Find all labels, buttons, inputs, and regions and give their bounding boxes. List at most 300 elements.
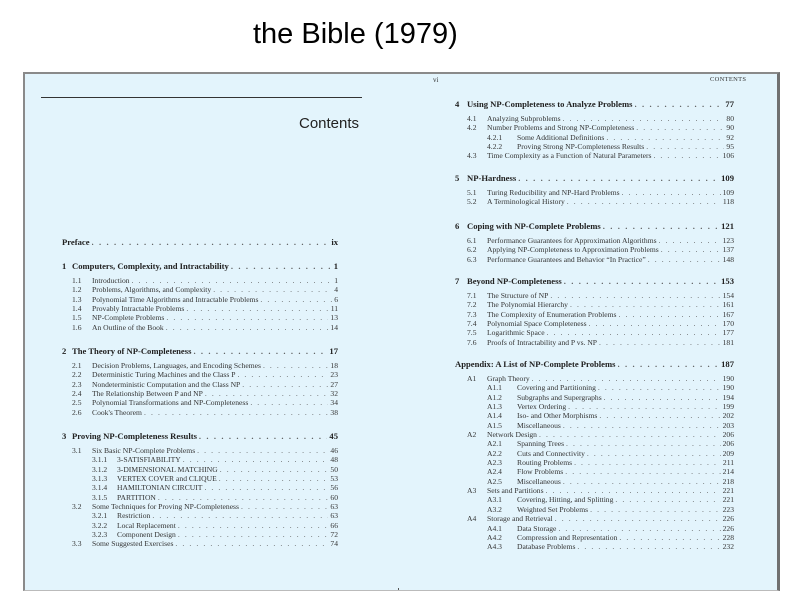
section-page: 154: [722, 291, 734, 300]
toc-chapter-block: [455, 221, 734, 264]
dot-leader: [219, 474, 329, 483]
toc-entry: [455, 245, 734, 254]
section-page: 109: [722, 188, 734, 197]
dot-leader: [242, 380, 328, 389]
section-page: 18: [330, 361, 338, 370]
section-title: Polynomial Time Algorithms and Intractable Problems: [92, 294, 259, 304]
toc-entry: [455, 393, 734, 402]
dot-leader: [250, 398, 328, 407]
section-title: Proving Strong NP-Completeness Results: [517, 142, 645, 152]
dot-leader: [606, 133, 724, 142]
toc-entry: [62, 285, 338, 294]
section-page: 72: [330, 530, 338, 540]
section-title: Covering, Hitting, and Splitting: [517, 495, 614, 505]
section-page: 190: [722, 374, 734, 383]
dot-leader: [550, 291, 720, 300]
toc-entry: [455, 338, 734, 347]
chapter-page: 109: [721, 173, 734, 183]
section-number: A2: [467, 430, 477, 440]
section-title: Problems, Algorithms, and Complexity: [92, 285, 212, 295]
dot-leader: [566, 439, 721, 448]
toc-entry: [455, 421, 734, 430]
section-title: Component Design: [117, 530, 176, 540]
section-number: 6.2: [467, 245, 477, 255]
section-title: Vertex Ordering: [517, 402, 567, 412]
section-number: A1.1: [487, 383, 502, 393]
dot-leader: [589, 319, 721, 328]
section-page: 95: [726, 142, 734, 152]
section-page: 221: [722, 495, 734, 505]
toc-entry: [62, 493, 338, 502]
section-page: 56: [330, 483, 338, 493]
section-number: 5.2: [467, 197, 477, 207]
section-title: HAMILTONIAN CIRCUIT: [117, 483, 203, 493]
section-number: 1.5: [72, 313, 82, 323]
section-number: 2.6: [72, 407, 82, 417]
section-title: The Relationship Between P and NP: [92, 389, 203, 399]
section-page: 209: [722, 448, 734, 458]
section-title: Performance Guarantees for Approximation Algorithms: [487, 236, 657, 245]
dot-leader: [204, 483, 328, 492]
dot-leader: [547, 328, 721, 337]
toc-entry: [455, 123, 734, 132]
section-number: A1.3: [487, 402, 502, 412]
section-title: Logarithmic Space: [487, 328, 545, 338]
section-page: 218: [722, 476, 734, 486]
toc-chapter-block: [62, 431, 338, 549]
section-page: 48: [330, 455, 338, 465]
section-title: Some Additional Definitions: [517, 132, 605, 142]
toc-entry: [455, 542, 734, 551]
section-number: A3.1: [487, 495, 502, 505]
section-page: 170: [722, 319, 734, 329]
section-page: 206: [722, 430, 734, 440]
section-title: An Outline of the Book: [92, 322, 164, 332]
toc-entry: [455, 310, 734, 319]
section-title: Spanning Trees: [517, 439, 565, 449]
toc-entry: [455, 151, 734, 160]
toc-entry: [455, 524, 734, 533]
dot-leader: [132, 276, 333, 285]
dot-leader: [158, 493, 328, 502]
section-title: Polynomial Space Completeness: [487, 319, 587, 329]
section-page: 123: [722, 236, 734, 245]
dot-leader: [178, 521, 329, 530]
chapter-title: Appendix: A List of NP-Complete Problems: [455, 359, 616, 369]
chapter-number: 3: [62, 431, 67, 441]
section-number: 3.1.2: [92, 464, 108, 474]
toc-entry: [62, 276, 338, 285]
section-title: Database Problems: [517, 542, 576, 552]
toc-entry: [62, 408, 338, 417]
section-number: 3.3: [72, 539, 82, 549]
chapter-title: NP-Hardness: [467, 173, 517, 183]
dot-leader: [587, 449, 721, 458]
toc-entry: [455, 430, 734, 439]
section-title: PARTITION: [117, 492, 156, 502]
section-page: 32: [330, 389, 338, 399]
dot-leader: [661, 245, 721, 254]
toc-entry: [62, 295, 338, 304]
toc-entry: [62, 398, 338, 407]
toc-chapter-heading: [455, 276, 734, 286]
dot-leader: [166, 323, 329, 332]
dot-leader: [574, 458, 721, 467]
section-number: 6.1: [467, 236, 477, 245]
section-page: 50: [330, 464, 338, 474]
dot-leader: [599, 338, 721, 347]
section-title: Performance Guarantees and Behavior “In Practice”: [487, 254, 646, 264]
section-title: 3-DIMENSIONAL MATCHING: [117, 464, 218, 474]
chapter-page: 1: [333, 261, 338, 271]
toc-entry: [455, 300, 734, 309]
section-title: Routing Problems: [517, 458, 573, 468]
chapter-title: Proving NP-Completeness Results: [72, 431, 197, 441]
section-title: Turing Reducibility and NP-Hard Problems: [487, 188, 620, 197]
toc-entry: [62, 361, 338, 370]
section-page: 1: [334, 276, 338, 285]
toc-chapter-heading: [455, 221, 734, 231]
toc-entry: [62, 530, 338, 539]
section-page: 181: [722, 337, 734, 347]
section-page: 66: [330, 520, 338, 530]
dot-leader: [260, 295, 332, 304]
section-page: 214: [722, 467, 734, 477]
section-number: 1.4: [72, 304, 82, 314]
section-title: Miscellaneous: [517, 420, 561, 430]
toc-chapter-block: [62, 261, 338, 332]
section-page: 23: [330, 370, 338, 380]
section-number: 4.2: [467, 123, 477, 133]
toc-chapter-heading: [455, 99, 734, 109]
toc-entry: [455, 328, 734, 337]
dot-leader: [205, 389, 329, 398]
dot-leader: [603, 221, 719, 231]
dot-leader: [622, 188, 721, 197]
section-number: 3.1.5: [92, 492, 108, 502]
chapter-title: Preface: [62, 237, 90, 247]
section-number: 5.1: [467, 188, 477, 197]
section-title: VERTEX COVER and CLIQUE: [117, 474, 217, 484]
section-title: The Structure of NP: [487, 291, 549, 300]
toc-entry: [62, 313, 338, 322]
toc-chapter-heading: [62, 261, 338, 271]
section-title: Proofs of Intractability and P vs. NP: [487, 337, 598, 347]
section-number: 2.4: [72, 389, 82, 399]
section-title: Graph Theory: [487, 374, 530, 383]
section-title: Data Storage: [517, 523, 557, 533]
section-number: A4.2: [487, 532, 502, 542]
dot-leader: [565, 467, 720, 476]
section-number: 3.2.2: [92, 520, 108, 530]
section-title: Applying NP-Completeness to Approximation Problems: [487, 245, 659, 255]
section-title: Network Design: [487, 430, 537, 440]
dot-leader: [619, 310, 721, 319]
section-title: NP-Complete Problems: [92, 313, 165, 323]
section-title: Deterministic Turing Machines and the Class P: [92, 370, 236, 380]
section-number: 3.2.1: [92, 511, 108, 521]
chapter-title: The Theory of NP-Completeness: [72, 346, 192, 356]
section-number: 7.6: [467, 337, 477, 347]
section-page: 63: [330, 502, 338, 512]
toc-entry: [455, 114, 734, 123]
section-number: 3.2.3: [92, 530, 108, 540]
section-number: A2.4: [487, 467, 502, 477]
section-number: 2.1: [72, 361, 82, 370]
dot-leader: [615, 495, 720, 504]
toc-chapter-block: [455, 359, 734, 552]
dot-leader: [237, 370, 328, 379]
section-number: 1.1: [72, 276, 82, 285]
toc-entry: [455, 374, 734, 383]
chapter-title: Coping with NP-Complete Problems: [467, 221, 601, 231]
section-number: 3.2: [72, 502, 82, 512]
chapter-title: Using NP-Completeness to Analyze Problems: [467, 99, 633, 109]
section-number: 1.2: [72, 285, 82, 295]
section-title: 3-SATISFIABILITY: [117, 455, 181, 465]
dot-leader: [563, 114, 725, 123]
section-number: A2.2: [487, 448, 502, 458]
toc-entry: [455, 449, 734, 458]
dot-leader: [532, 374, 721, 383]
section-title: Some Suggested Exercises: [92, 539, 174, 549]
chapter-number: 1: [62, 261, 67, 271]
toc-entry: [455, 255, 734, 264]
toc-entry: [455, 514, 734, 523]
dot-leader: [567, 197, 721, 206]
section-number: A1.2: [487, 392, 502, 402]
chapter-title: Computers, Complexity, and Intractability: [72, 261, 229, 271]
section-number: A1: [467, 374, 477, 383]
toc-chapter-block: [455, 276, 734, 347]
toc-entry: [455, 197, 734, 206]
toc-chapter-heading: [455, 173, 734, 183]
toc-entry: [62, 323, 338, 332]
toc-entry: [455, 486, 734, 495]
dot-leader: [558, 524, 720, 533]
chapter-number: 7: [455, 276, 460, 286]
section-page: 90: [726, 123, 734, 133]
chapter-number: 2: [62, 346, 67, 356]
toc-chapter-block: [62, 237, 338, 252]
toc-entry: [455, 291, 734, 300]
dot-leader: [555, 514, 721, 523]
toc-entry: [455, 533, 734, 542]
toc-entry: [62, 380, 338, 389]
section-page: 228: [722, 532, 734, 542]
section-number: A2.3: [487, 458, 502, 468]
section-page: 167: [722, 309, 734, 319]
section-number: 7.1: [467, 291, 477, 300]
section-page: 199: [722, 402, 734, 412]
toc-entry: [455, 402, 734, 411]
section-title: Number Problems and Strong NP-Completeness: [487, 123, 635, 133]
toc-entry: [455, 495, 734, 504]
toc-entry: [455, 236, 734, 245]
dot-leader: [648, 255, 721, 264]
section-page: 4: [334, 285, 338, 295]
title-rule: [41, 97, 362, 98]
section-page: 118: [722, 197, 734, 207]
dot-leader: [193, 346, 327, 356]
section-number: A2.1: [487, 439, 502, 449]
section-number: 7.2: [467, 300, 477, 310]
section-title: Polynomial Transformations and NP-Completeness: [92, 398, 249, 408]
section-page: 223: [722, 504, 734, 514]
section-title: Six Basic NP-Complete Problems: [92, 446, 196, 455]
dot-leader: [604, 393, 721, 402]
section-title: Cook's Theorem: [92, 407, 142, 417]
section-page: 13: [330, 313, 338, 323]
section-title: Restriction: [117, 511, 151, 521]
section-page: 194: [722, 392, 734, 402]
section-title: Provably Intractable Problems: [92, 304, 185, 314]
section-title: Subgraphs and Supergraphs: [517, 392, 602, 402]
toc-entry: [62, 474, 338, 483]
toc-entry: [62, 370, 338, 379]
dot-leader: [568, 402, 720, 411]
toc-entry: [455, 383, 734, 392]
section-page: 177: [722, 328, 734, 338]
section-title: The Complexity of Enumeration Problems: [487, 309, 617, 319]
chapter-page: 77: [725, 99, 734, 109]
dot-leader: [659, 236, 721, 245]
section-title: Covering and Partitioning: [517, 383, 596, 393]
section-title: Decision Problems, Languages, and Encoding Schemes: [92, 361, 261, 370]
toc-entry: [455, 477, 734, 486]
section-page: 63: [330, 511, 338, 521]
toc-entry: [62, 483, 338, 492]
dot-leader: [183, 455, 329, 464]
toc-entry: [455, 142, 734, 151]
toc-entry: [455, 319, 734, 328]
toc-entry: [62, 502, 338, 511]
toc-entry: [455, 439, 734, 448]
section-title: Compression and Representation: [517, 532, 618, 542]
chapter-page: 45: [329, 431, 338, 441]
section-page: 203: [722, 420, 734, 430]
chapter-page: 153: [721, 276, 734, 286]
section-page: 27: [330, 379, 338, 389]
dot-leader: [653, 151, 720, 160]
chapter-page: 17: [329, 346, 338, 356]
dot-leader: [152, 511, 328, 520]
toc-chapter-heading: [62, 431, 338, 441]
toc-entry: [62, 511, 338, 520]
toc-chapter-heading: [455, 359, 734, 369]
section-number: A4.1: [487, 523, 502, 533]
section-page: 92: [726, 132, 734, 142]
section-number: 1.6: [72, 322, 82, 332]
section-number: A4.3: [487, 542, 502, 552]
section-page: 60: [330, 492, 338, 502]
section-page: 137: [722, 245, 734, 255]
dot-leader: [199, 431, 327, 441]
chapter-number: 4: [455, 99, 460, 109]
dot-leader: [646, 142, 724, 151]
slide-title: the Bible (1979): [253, 18, 458, 50]
dot-leader: [570, 300, 721, 309]
section-number: A2.5: [487, 476, 502, 486]
section-number: 2.5: [72, 398, 82, 408]
section-page: 34: [330, 398, 338, 408]
section-title: A Terminological History: [487, 197, 565, 207]
chapter-page: 187: [721, 359, 734, 369]
section-number: 7.3: [467, 309, 477, 319]
section-title: The Polynomial Hierarchy: [487, 300, 568, 310]
section-number: A3: [467, 486, 477, 496]
section-page: 190: [722, 383, 734, 393]
toc-entry: [62, 455, 338, 464]
toc-chapter-heading: [62, 237, 338, 247]
section-number: 2.2: [72, 370, 82, 380]
section-page: 46: [330, 446, 338, 455]
dot-leader: [144, 408, 328, 417]
section-title: Nondeterministic Computation and the Class NP: [92, 379, 241, 389]
dot-leader: [563, 477, 721, 486]
chapter-page: 121: [721, 221, 734, 231]
section-number: 7.4: [467, 319, 477, 329]
toc-entry: [62, 389, 338, 398]
section-number: A1.4: [487, 411, 502, 421]
section-title: Time Complexity as a Function of Natural Parameters: [487, 151, 652, 161]
section-number: 7.5: [467, 328, 477, 338]
dot-leader: [231, 261, 332, 271]
section-page: 226: [722, 514, 734, 524]
section-title: Some Techniques for Proving NP-Completeness: [92, 502, 239, 512]
section-page: 211: [722, 458, 734, 468]
toc-entry: [62, 521, 338, 530]
section-title: Analyzing Subproblems: [487, 114, 561, 123]
chapter-page: ix: [331, 237, 338, 247]
toc-entry: [62, 304, 338, 313]
section-page: 38: [330, 407, 338, 417]
section-number: 3.1.1: [92, 455, 108, 465]
dot-leader: [92, 237, 330, 247]
section-page: 106: [722, 151, 734, 161]
toc-chapter-block: [455, 99, 734, 161]
dot-leader: [563, 421, 721, 430]
section-number: 6.3: [467, 254, 477, 264]
dot-leader: [263, 361, 328, 370]
section-page: 11: [330, 304, 338, 314]
dot-leader: [599, 411, 720, 420]
section-title: Flow Problems: [517, 467, 564, 477]
contents-heading: Contents: [299, 115, 360, 132]
toc-entry: [62, 539, 338, 548]
section-page: 161: [722, 300, 734, 310]
section-number: A1.5: [487, 420, 502, 430]
section-number: 2.3: [72, 379, 82, 389]
toc-entry: [455, 458, 734, 467]
section-page: 80: [726, 114, 734, 123]
toc-entry: [455, 411, 734, 420]
page-number: vi: [433, 76, 439, 84]
toc-chapter-block: [455, 173, 734, 207]
dot-leader: [635, 99, 724, 109]
section-title: Storage and Retrieval: [487, 514, 553, 524]
section-number: 1.3: [72, 294, 82, 304]
toc-entry: [455, 505, 734, 514]
section-title: Introduction: [92, 276, 130, 285]
dot-leader: [518, 173, 719, 183]
section-page: 226: [722, 523, 734, 533]
section-title: Weighted Set Problems: [517, 504, 589, 514]
dot-leader: [539, 430, 721, 439]
running-head: CONTENTS: [710, 76, 747, 83]
section-number: 3.1: [72, 446, 82, 455]
dot-leader: [564, 276, 719, 286]
